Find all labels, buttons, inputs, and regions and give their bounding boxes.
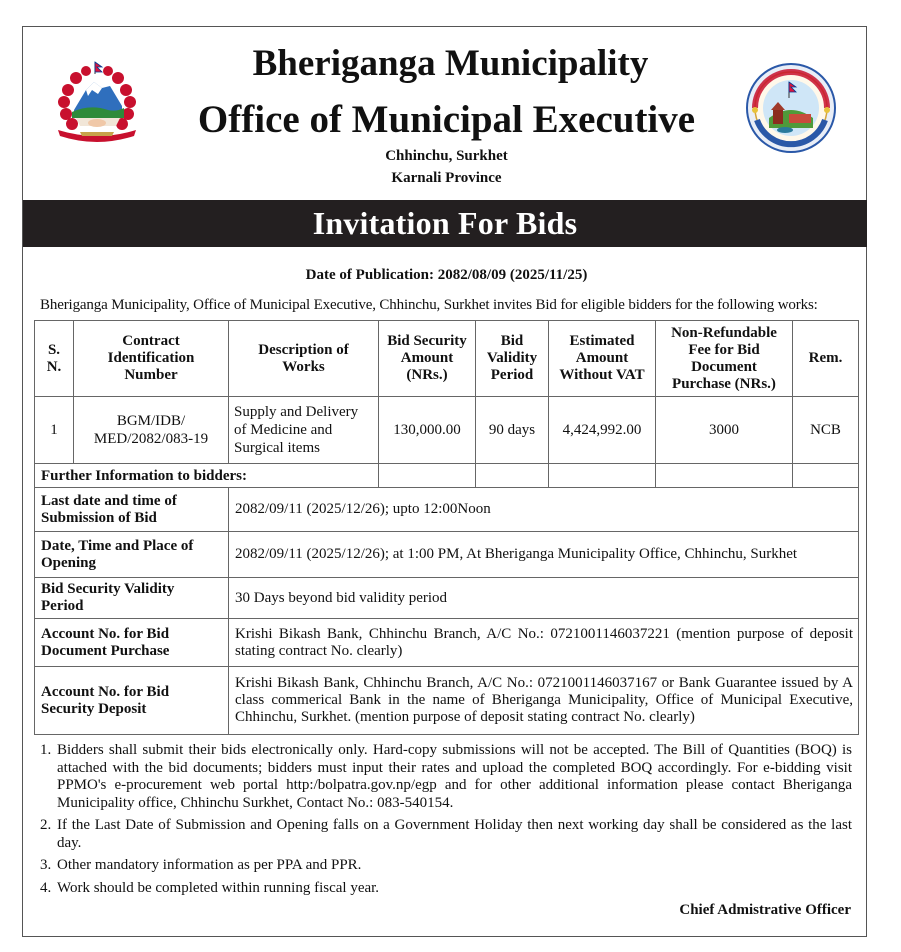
info-label: Bid Security Validity Period bbox=[35, 578, 229, 619]
note-text: Work should be completed within running fiscal year. bbox=[57, 879, 380, 896]
empty-cell bbox=[793, 464, 859, 488]
info-label: Account No. for Bid Document Purchase bbox=[35, 619, 229, 667]
note-number: 4. bbox=[40, 879, 52, 896]
header-remarks: Rem. bbox=[793, 321, 859, 397]
note-text: Other mandatory information as per PPA and PPR. bbox=[57, 857, 362, 873]
office-name: Office of Municipal Executive bbox=[197, 98, 696, 141]
info-label: Date, Time and Place of Opening bbox=[35, 532, 229, 578]
info-row-security-account bbox=[35, 667, 859, 735]
notes-list bbox=[40, 742, 852, 902]
header-document-fee: Non-Refundable Fee for Bid Document Purchase (NRs.) bbox=[656, 321, 793, 397]
note-item bbox=[40, 857, 852, 875]
note-item bbox=[40, 742, 852, 812]
header-estimated-amount: Estimated Amount Without VAT bbox=[549, 321, 656, 397]
header-sn: S. N. bbox=[35, 321, 74, 397]
header-bid-validity: Bid Validity Period bbox=[476, 321, 549, 397]
header-contract-id: Contract Identification Number bbox=[74, 321, 229, 397]
intro-text: Bheriganga Municipality, Office of Municipal Executive, Chhinchu, Surkhet invites Bid for eligible bidders for the following works: bbox=[40, 297, 818, 313]
cell-bid-security: 130,000.00 bbox=[379, 397, 476, 464]
signatory: Chief Admistrative Officer bbox=[679, 902, 851, 918]
info-row-submission bbox=[35, 488, 859, 532]
municipality-name: Bheriganga Municipality bbox=[252, 43, 649, 84]
cell-remarks: NCB bbox=[793, 397, 859, 464]
further-info-heading: Further Information to bidders: bbox=[35, 464, 379, 488]
empty-cell bbox=[549, 464, 656, 488]
note-number: 1. bbox=[40, 742, 52, 758]
address-city: Chhinchu, Surkhet bbox=[385, 148, 508, 164]
info-value: 2082/09/11 (2025/12/26); at 1:00 PM, At Bheriganga Municipality Office, Chhinchu, Surkhet bbox=[229, 532, 859, 578]
cell-estimated-amount: 4,424,992.00 bbox=[549, 397, 656, 464]
cell-contract-id: BGM/IDB/ MED/2082/083-19 bbox=[74, 397, 229, 464]
info-row-document-account bbox=[35, 619, 859, 667]
table-header-row bbox=[35, 321, 859, 397]
cell-sn: 1 bbox=[35, 397, 74, 464]
info-value: Krishi Bikash Bank, Chhinchu Branch, A/C No.: 0721001146037221 (mention purpose of deposit stating contract No. clearly) bbox=[229, 619, 859, 667]
info-row-opening bbox=[35, 532, 859, 578]
header-bid-security: Bid Security Amount (NRs.) bbox=[379, 321, 476, 397]
table-row bbox=[35, 397, 859, 464]
note-text: Bidders shall submit their bids electronically only. Hard-copy submissions will not be accepted. The Bill of Quantities (BOQ) is attached with the bid documents; bidders must input their rates and upload the completed BOQ accordingly. For e-bidding visit PPMO's e-procurement web portal http:/bolpatra.gov.np/egp and for other additional information please contact Bheriganga Municipality office, Chhinchu Surkhet, Contact No.: 083-540154. bbox=[57, 742, 852, 811]
info-label: Last date and time of Submission of Bid bbox=[35, 488, 229, 532]
info-row-security-validity bbox=[35, 578, 859, 619]
address-province: Karnali Province bbox=[391, 170, 502, 186]
publication-date: Date of Publication: 2082/08/09 (2025/11/25) bbox=[305, 267, 588, 283]
header-description: Description of Works bbox=[229, 321, 379, 397]
cell-description: Supply and Delivery of Medicine and Surgical items bbox=[229, 397, 379, 464]
note-item bbox=[40, 817, 852, 852]
notice-title-banner: Invitation For Bids bbox=[23, 200, 867, 247]
cell-bid-validity: 90 days bbox=[476, 397, 549, 464]
empty-cell bbox=[379, 464, 476, 488]
note-number: 3. bbox=[40, 857, 52, 873]
info-value: 30 Days beyond bid validity period bbox=[229, 578, 859, 619]
info-value: Krishi Bikash Bank, Chhinchu Branch, A/C No.: 0721001146037167 or Bank Guarantee issued by A class commerical Bank in the name of Bheriganga Municipality, Office of Municipal Executive, Chhinchu, Surkhet. (mention purpose of deposit stating contract No. clearly) bbox=[229, 667, 859, 735]
note-text: If the Last Date of Submission and Opening falls on a Government Holiday then next working day shall be considered as the last day. bbox=[57, 817, 852, 851]
note-item bbox=[40, 880, 852, 898]
info-label: Account No. for Bid Security Deposit bbox=[35, 667, 229, 735]
works-table bbox=[34, 320, 859, 735]
further-info-heading-row bbox=[35, 464, 859, 488]
cell-document-fee: 3000 bbox=[656, 397, 793, 464]
info-value: 2082/09/11 (2025/12/26); upto 12:00Noon bbox=[229, 488, 859, 532]
empty-cell bbox=[476, 464, 549, 488]
empty-cell bbox=[656, 464, 793, 488]
note-number: 2. bbox=[40, 817, 52, 833]
